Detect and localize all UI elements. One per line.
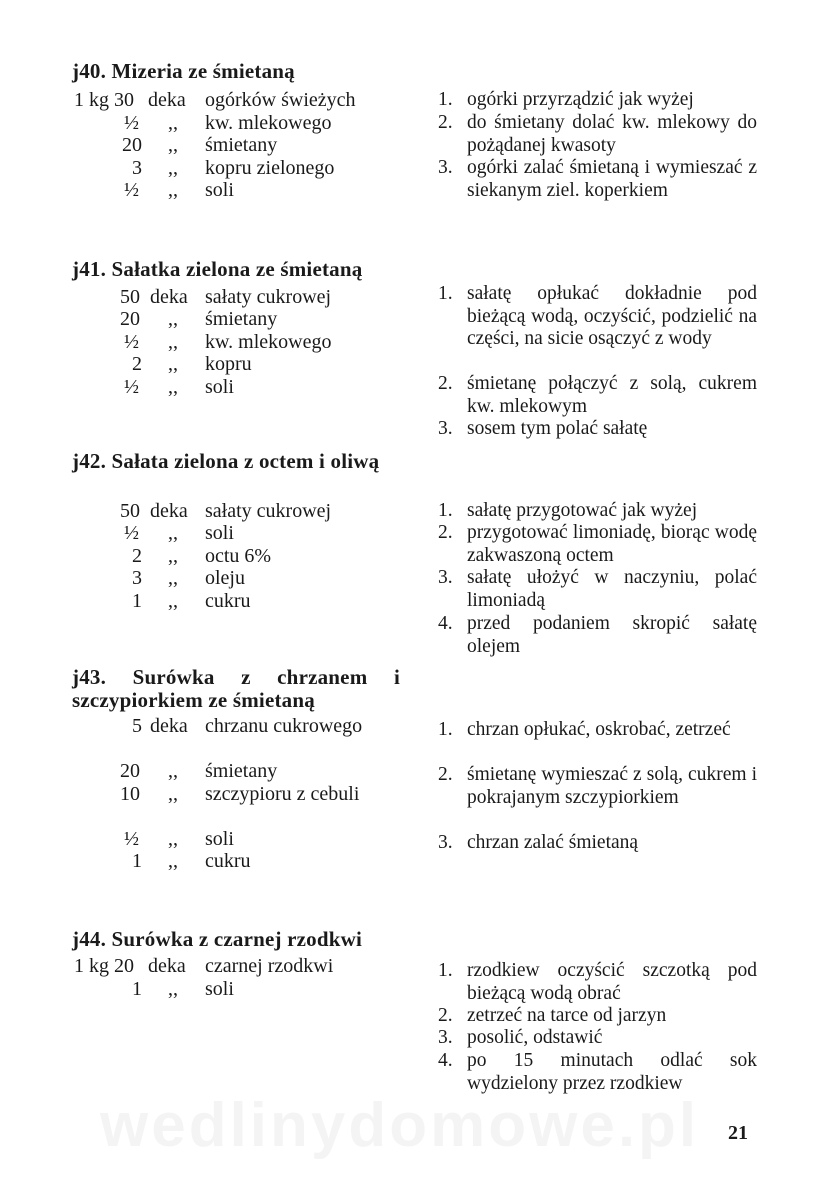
ingredient-name: ogórków świeżych: [205, 89, 356, 111]
step-number: 1.: [438, 283, 453, 304]
watermark: [100, 1090, 699, 1161]
ingredient-qty: 3: [132, 157, 142, 179]
ingredient-row: [0, 286, 400, 309]
ingredient-qty: 50: [120, 286, 140, 308]
ingredient-row: [0, 500, 400, 523]
ingredient-qty: ½: [124, 376, 139, 398]
ingredient-qty: 1 kg 20: [74, 955, 134, 977]
step-number: 1.: [438, 89, 453, 110]
step-text: ogórki przyrządzić jak wyżej: [467, 89, 694, 110]
ingredient-name: soli: [205, 522, 234, 544]
ingredient-qty: 10: [120, 783, 140, 805]
ingredient-unit: deka: [150, 715, 188, 737]
step-text: chrzan zalać śmietaną: [467, 832, 639, 853]
ingredient-name: cukru: [205, 590, 251, 612]
recipe-title-j44: j44. Surówka z czarnej rzodkwi: [72, 927, 363, 951]
ingredient-name: soli: [205, 179, 234, 201]
ingredient-name: chrzanu cukrowego: [205, 715, 363, 737]
ingredient-qty: 2: [132, 353, 142, 375]
ingredient-unit: deka: [150, 500, 188, 522]
ingredient-qty: 5: [132, 715, 142, 737]
ingredient-name: soli: [205, 978, 234, 1000]
step-text: przygotować limoniadę, biorąc wodę zakwaszoną octem: [467, 522, 757, 566]
step-number: 1.: [438, 960, 453, 981]
ingredient-row: [0, 590, 400, 613]
ingredient-name: soli: [205, 376, 234, 398]
ingredient-row: [0, 157, 400, 180]
ingredient-qty: 20: [122, 134, 142, 156]
ditto-mark: ,,: [168, 828, 178, 850]
ingredient-qty: 1 kg 30: [74, 89, 134, 111]
ingredient-row: [0, 567, 400, 590]
ditto-mark: ,,: [168, 331, 178, 353]
ditto-mark: ,,: [168, 308, 178, 330]
step-text: śmietanę wymieszać z solą, cukrem i pokrajanym szczypiorkiem: [467, 764, 757, 808]
step-text: przed podaniem skropić sałatę olejem: [467, 613, 757, 657]
ingredient-qty: ½: [124, 522, 139, 544]
ingredient-row: [0, 353, 400, 376]
ingredient-row: [0, 828, 400, 851]
ditto-mark: ,,: [168, 567, 178, 589]
step-text: zetrzeć na tarce od jarzyn: [467, 1005, 667, 1026]
ingredient-name: octu 6%: [205, 545, 272, 567]
ditto-mark: ,,: [168, 353, 178, 375]
ingredient-row: [0, 783, 400, 828]
step-number: 2.: [438, 1005, 453, 1026]
step-text: chrzan opłukać, oskrobać, zetrzeć: [467, 719, 731, 740]
step-text: po 15 minutach odlać sok wydzielony przez rzodkiew: [467, 1050, 757, 1094]
ingredient-name: sałaty cukrowej: [205, 500, 332, 522]
step-text: sosem tym polać sałatę: [467, 418, 648, 439]
step-number: 2.: [438, 112, 453, 133]
ingredient-row: [0, 134, 400, 157]
recipe-title-j41: j41. Sałatka zielona ze śmietaną: [72, 257, 363, 281]
ingredient-row: [0, 112, 400, 135]
ingredient-name: śmietany: [205, 308, 278, 330]
ingredient-unit: deka: [148, 89, 186, 111]
ingredient-row: [0, 715, 400, 760]
ingredient-name: kw. mlekowego: [205, 331, 332, 353]
step-number: 4.: [438, 1050, 453, 1071]
recipe-title-j42: j42. Sałata zielona z octem i oliwą: [72, 449, 380, 473]
step-text: rzodkiew oczyścić szczotką pod bieżącą wodą obrać: [467, 960, 757, 1004]
step-text: sałatę przygotować jak wyżej: [467, 500, 698, 521]
ingredient-name: szczypioru z cebuli: [205, 783, 360, 805]
ingredient-name: czarnej rzodkwi: [205, 955, 334, 977]
ditto-mark: ,,: [168, 112, 178, 134]
ingredient-name: sałaty cukrowej: [205, 286, 332, 308]
ingredient-unit: deka: [150, 286, 188, 308]
step-text: śmietanę połączyć z solą, cukrem kw. mlekowym: [467, 373, 757, 417]
step-number: 3.: [438, 1027, 453, 1048]
ingredient-row: [0, 955, 400, 978]
step-number: 2.: [438, 522, 453, 543]
step-number: 2.: [438, 764, 453, 785]
step-number: 2.: [438, 373, 453, 394]
step-text: sałatę ułożyć w naczyniu, polać limoniadą: [467, 567, 757, 611]
ingredient-row: [0, 89, 400, 112]
ingredient-name: kopru zielonego: [205, 157, 335, 179]
ingredient-row: [0, 376, 400, 399]
recipe-title-j40: j40. Mizeria ze śmietaną: [72, 59, 295, 83]
ingredient-qty: ½: [124, 179, 139, 201]
step-text: ogórki zalać śmietaną i wymieszać z siekanym ziel. koperkiem: [467, 157, 757, 201]
ingredient-name: soli: [205, 828, 234, 850]
ingredient-qty: ½: [124, 331, 139, 353]
ditto-mark: ,,: [168, 545, 178, 567]
ingredient-name: kopru: [205, 353, 252, 375]
ditto-mark: ,,: [168, 179, 178, 201]
ingredient-qty: 20: [120, 760, 140, 782]
ingredient-row: [0, 850, 400, 873]
step-number: 3.: [438, 418, 453, 439]
ingredient-qty: 50: [120, 500, 140, 522]
ingredient-qty: 3: [132, 567, 142, 589]
ingredient-row: [0, 331, 400, 354]
ditto-mark: ,,: [168, 590, 178, 612]
step-number: 3.: [438, 157, 453, 178]
ditto-mark: ,,: [168, 978, 178, 1000]
ingredient-qty: 1: [132, 850, 142, 872]
step-number: 1.: [438, 500, 453, 521]
ingredient-qty: 2: [132, 545, 142, 567]
ditto-mark: ,,: [168, 522, 178, 544]
ingredient-row: [0, 760, 400, 783]
ingredient-qty: 20: [120, 308, 140, 330]
ingredient-row: [0, 179, 400, 202]
ingredient-name: śmietany: [205, 134, 278, 156]
ingredient-name: śmietany: [205, 760, 278, 782]
ditto-mark: ,,: [168, 783, 178, 805]
step-number: 3.: [438, 832, 453, 853]
step-number: 1.: [438, 719, 453, 740]
ingredient-row: [0, 522, 400, 545]
ingredient-name: cukru: [205, 850, 251, 872]
ingredient-name: oleju: [205, 567, 245, 589]
ditto-mark: ,,: [168, 850, 178, 872]
ingredient-qty: 1: [132, 978, 142, 1000]
ingredient-row: [0, 978, 400, 1001]
step-number: 3.: [438, 567, 453, 588]
ingredient-qty: ½: [124, 828, 139, 850]
ingredient-row: [0, 545, 400, 568]
step-text: sałatę opłukać dokładnie pod bieżącą wodą, oczyścić, podzielić na części, na sicie osączyć z wody: [467, 283, 757, 349]
step-text: posolić, odstawić: [467, 1027, 603, 1048]
recipe-title-j43: j43. Surówka z chrzanem i szczypiorkiem ze śmietaną: [72, 665, 400, 712]
ditto-mark: ,,: [168, 134, 178, 156]
page-number: 21: [728, 1122, 748, 1144]
ditto-mark: ,,: [168, 157, 178, 179]
ingredient-unit: deka: [148, 955, 186, 977]
ingredient-qty: 1: [132, 590, 142, 612]
ingredient-name: kw. mlekowego: [205, 112, 332, 134]
ditto-mark: ,,: [168, 376, 178, 398]
step-number: 4.: [438, 613, 453, 634]
ingredient-qty: ½: [124, 112, 139, 134]
ditto-mark: ,,: [168, 760, 178, 782]
step-text: do śmietany dolać kw. mlekowy do pożądanej kwasoty: [467, 112, 757, 156]
ingredient-row: [0, 308, 400, 331]
